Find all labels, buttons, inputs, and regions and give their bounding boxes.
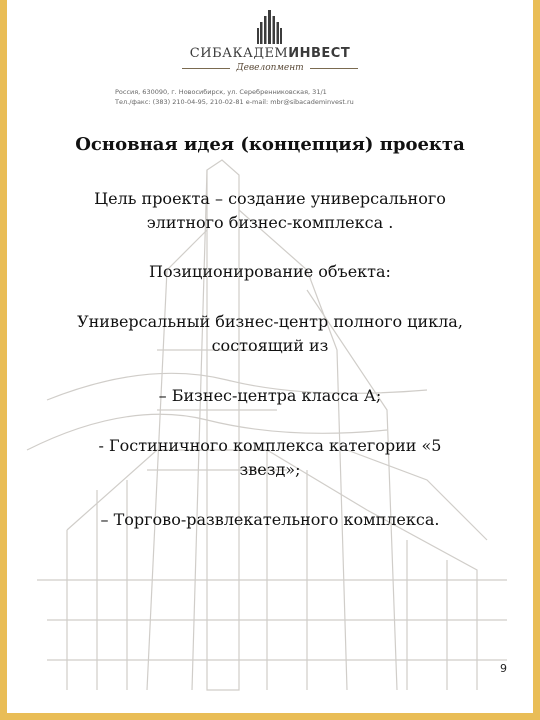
tagline-divider-left xyxy=(182,68,230,69)
company-name-part2: ИНВЕСТ xyxy=(288,46,351,61)
description-line-2: состоящий из xyxy=(211,336,329,355)
slide-title: Основная идея (концепция) проекта xyxy=(75,134,465,155)
list-item-business-center: – Бизнес-центра класса А; xyxy=(158,386,382,405)
positioning-heading: Позиционирование объекта: xyxy=(149,262,391,281)
description-line-1: Универсальный бизнес-центр полного цикла, xyxy=(77,312,463,331)
contact-address: Россия, 630090, г. Новосибирск, ул. Серебренниковская, 31/1 xyxy=(115,88,327,96)
company-logo xyxy=(7,10,533,73)
tagline: Девелопмент xyxy=(236,63,304,73)
slide-page xyxy=(7,0,533,713)
list-item-shopping-center: – Торгово-развлекательного комплекса. xyxy=(100,510,440,529)
tagline-row xyxy=(7,63,533,73)
slide-content xyxy=(7,130,533,532)
building-logo-icon xyxy=(256,10,284,44)
goal-line-1: Цель проекта – создание универсального xyxy=(94,189,446,208)
goal-line-2: элитного бизнес-комплекса . xyxy=(146,213,394,232)
tagline-divider-right xyxy=(310,68,358,69)
list-item-hotel-line-2: звезд»; xyxy=(239,460,301,479)
company-name xyxy=(7,46,533,61)
list-item-hotel-line-1: - Гостиничного комплекса категории «5 xyxy=(98,436,442,455)
contact-phone-email: Тел./факс: (383) 210-04-95, 210-02-81 e-mail: mbr@sibacademinvest.ru xyxy=(115,98,354,106)
company-name-part1: СИБАКАДЕМ xyxy=(189,46,289,61)
page-number: 9 xyxy=(500,662,507,675)
